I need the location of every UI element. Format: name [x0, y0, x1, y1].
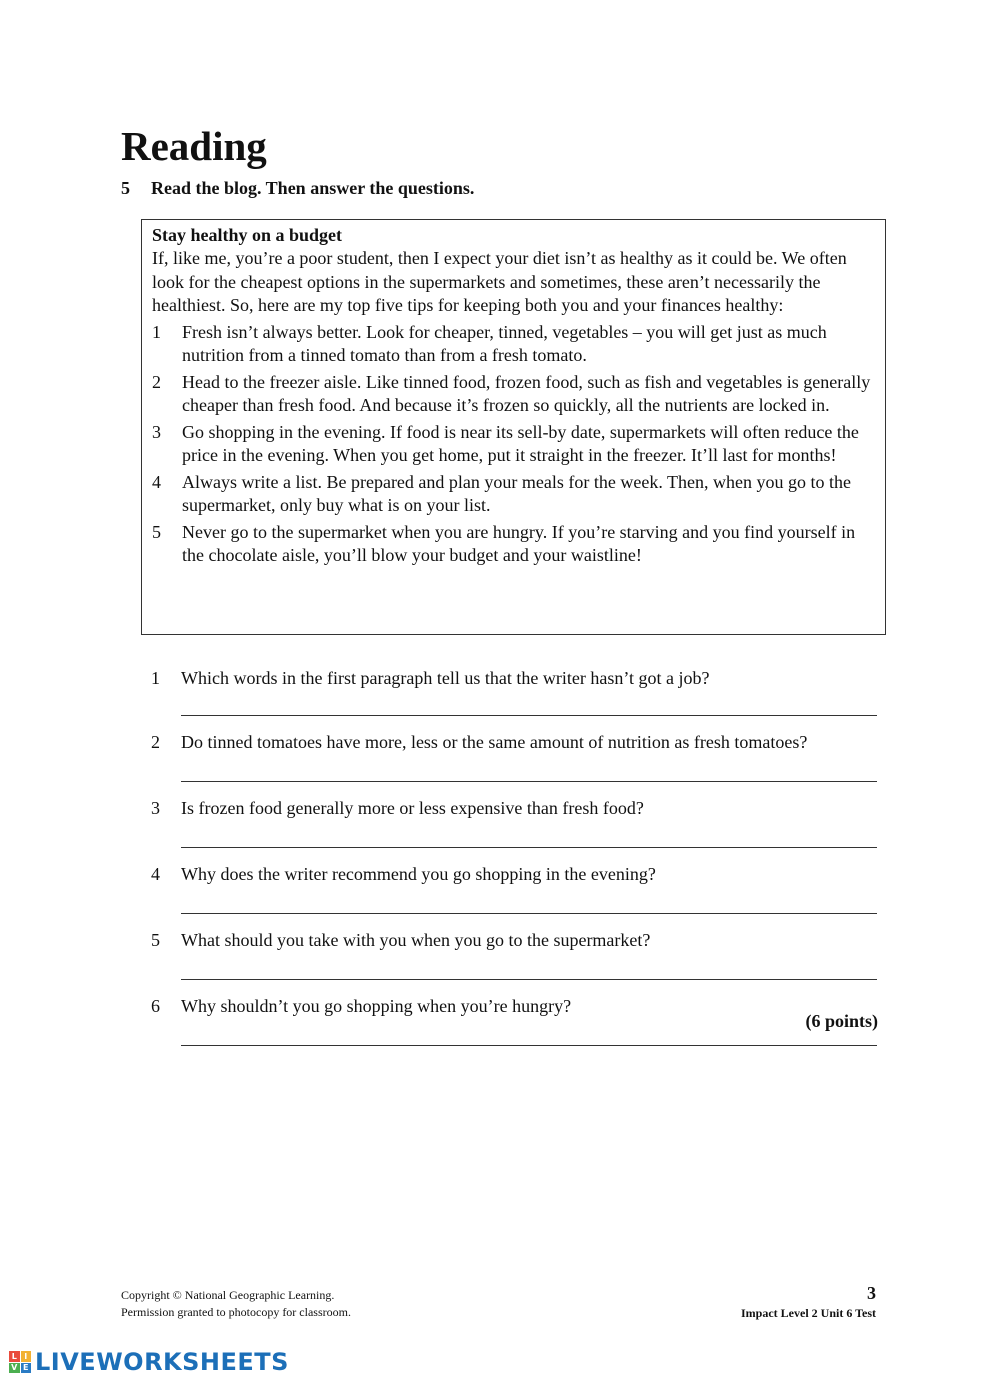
blog-box: [141, 219, 886, 635]
mark-letter: L: [9, 1351, 20, 1362]
footer-copyright: [121, 1287, 351, 1321]
question-text: Is frozen food generally more or less expensive than fresh food?: [181, 798, 644, 818]
tip-text: Never go to the supermarket when you are hungry. If you’re starving and you find yourself in the chocolate aisle, you’ll blow your budget and your waistline!: [182, 521, 856, 566]
question-text: Why shouldn’t you go shopping when you’re hungry?: [181, 996, 572, 1016]
question: [151, 929, 877, 952]
question: [151, 797, 877, 820]
question: [151, 863, 877, 886]
points-total: (6 points): [805, 1011, 878, 1031]
instruction-text: Read the blog. Then answer the questions.: [151, 178, 475, 198]
question: [151, 995, 877, 1018]
question-text: Do tinned tomatoes have more, less or the same amount of nutrition as fresh tomatoes?: [181, 732, 808, 752]
question-number: 5: [151, 930, 160, 950]
liveworksheets-text: LIVEWORKSHEETS: [35, 1348, 289, 1376]
question-number: 3: [151, 798, 160, 818]
answer-line-1[interactable]: [181, 715, 877, 716]
tip-text: Go shopping in the evening. If food is near its sell-by date, supermarkets will often reduce the price in the evening. When you get home, put it straight in the freezer. It’ll last for months!: [182, 421, 859, 465]
tip-number: 4: [152, 471, 161, 492]
page-heading: Reading: [121, 123, 267, 169]
tip-text: Fresh isn’t always better. Look for cheaper, tinned, vegetables – you will get just as much nutrition from a tinned tomato than from a fresh tomato.: [182, 321, 827, 365]
tip-text: Always write a list. Be prepared and plan your meals for the week. Then, when you go to the supermarket, only buy what is on your list.: [182, 471, 851, 516]
question-text: What should you take with you when you go to the supermarket?: [181, 930, 651, 950]
mark-letter: V: [9, 1363, 20, 1374]
permission-line: Permission granted to photocopy for classroom.: [121, 1305, 351, 1319]
blog-intro: If, like me, you’re a poor student, then I expect your diet isn’t as healthy as it could be. We often look for the cheapest options in the supermarkets and sometimes, these aren’t necessarily the healthiest. So, here are my top five tips for keeping both you and your finances healthy:: [152, 248, 847, 315]
answer-line-2[interactable]: [181, 781, 877, 782]
question-list: [151, 667, 877, 1046]
question-number: 1: [151, 668, 160, 688]
answer-line-6[interactable]: [181, 1045, 877, 1046]
blog-tip: [152, 521, 875, 568]
question-text: Which words in the first paragraph tell us that the writer hasn’t got a job?: [181, 668, 710, 688]
answer-line-3[interactable]: [181, 847, 877, 848]
exercise-instruction: [121, 176, 474, 200]
tip-number: 3: [152, 421, 161, 442]
question-text: Why does the writer recommend you go shopping in the evening?: [181, 864, 656, 884]
blog-tip: [152, 471, 875, 518]
answer-line-5[interactable]: [181, 979, 877, 980]
tip-number: 2: [152, 371, 161, 392]
liveworksheets-logo[interactable]: [9, 1348, 289, 1376]
tip-number: 1: [152, 321, 161, 342]
blog-tip: [152, 421, 875, 468]
mark-letter: E: [21, 1363, 32, 1374]
test-name: Impact Level 2 Unit 6 Test: [741, 1306, 876, 1320]
question-number: 6: [151, 996, 160, 1016]
tip-text: Head to the freezer aisle. Like tinned food, frozen food, such as fish and vegetables is generally cheaper than fresh food. And because it’s frozen so quickly, all the nutrients are locked in.: [182, 371, 871, 415]
tip-number: 5: [152, 521, 161, 542]
liveworksheets-mark-icon: [9, 1351, 31, 1373]
copyright-line: Copyright © National Geographic Learning.: [121, 1288, 335, 1302]
question: [151, 731, 877, 754]
page-number: 3: [867, 1283, 876, 1303]
blog-title: Stay healthy on a budget: [152, 225, 343, 245]
mark-letter: I: [21, 1351, 32, 1362]
exercise-number: 5: [121, 178, 130, 198]
question-number: 2: [151, 732, 160, 752]
question: [151, 667, 877, 690]
blog-tip: [152, 321, 875, 368]
answer-line-4[interactable]: [181, 913, 877, 914]
question-number: 4: [151, 864, 160, 884]
blog-tip: [152, 371, 875, 418]
